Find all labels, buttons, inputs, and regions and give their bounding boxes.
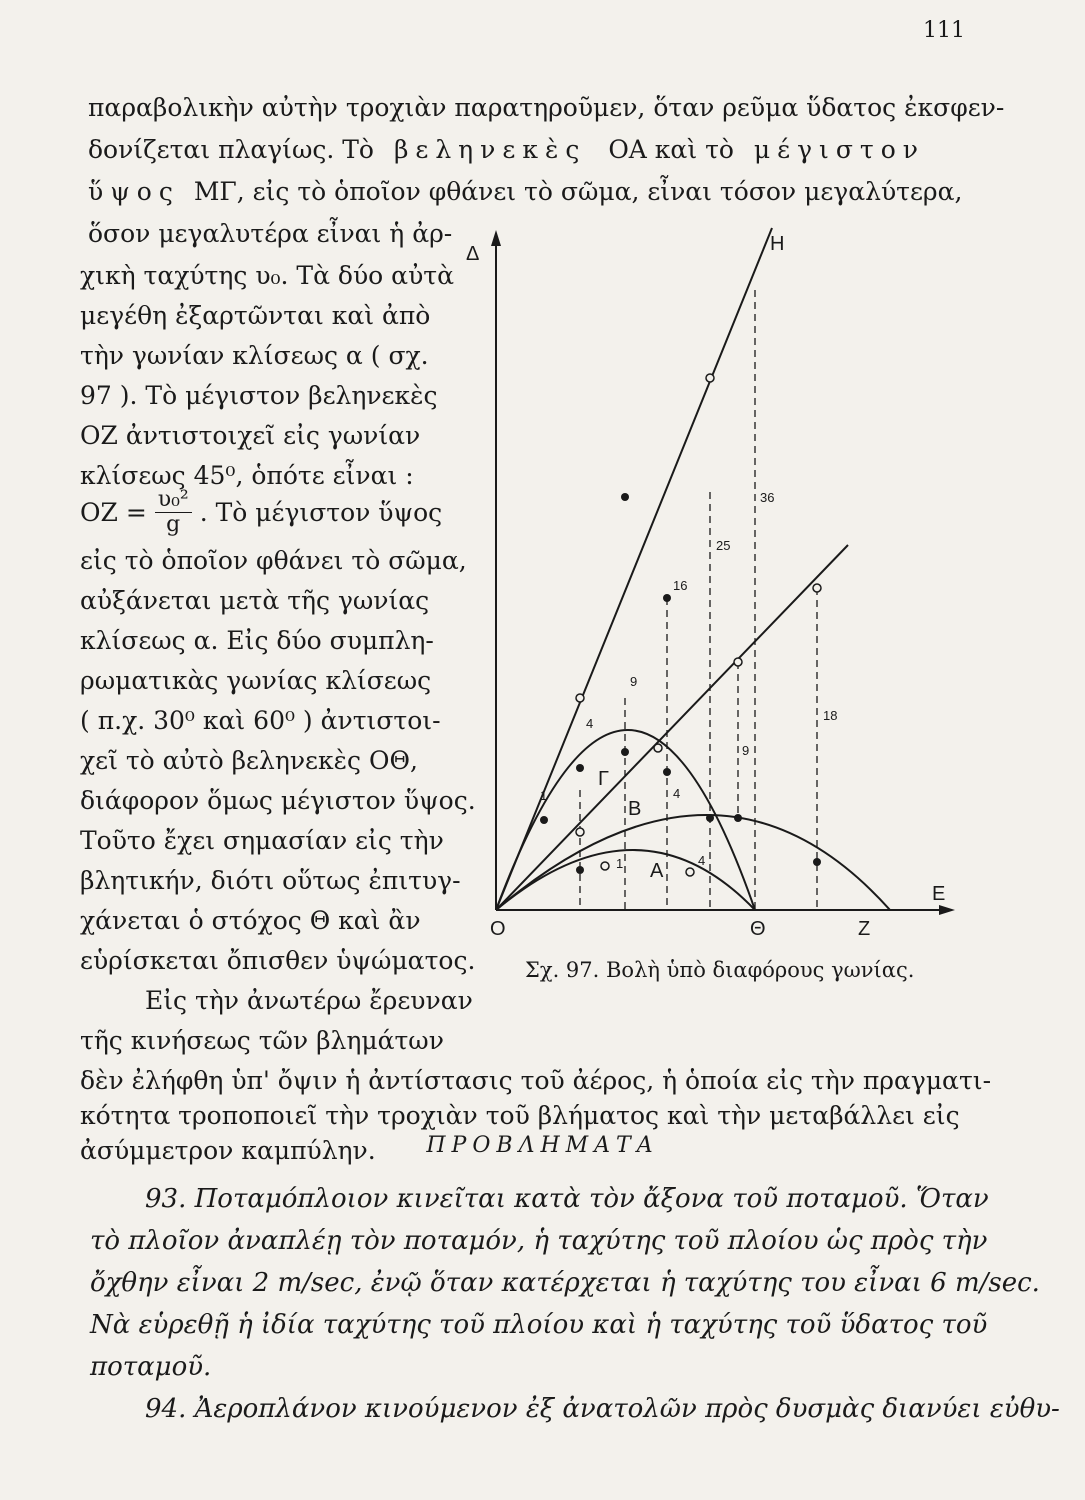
body-line: αὐξάνεται μετὰ τῆς γωνίας: [80, 586, 430, 615]
label-epsilon: Ε: [932, 883, 946, 905]
point: [663, 768, 671, 776]
number-4c: 4: [698, 853, 706, 868]
number-16: 16: [673, 578, 688, 593]
label-zeta: Z: [858, 918, 871, 940]
body-line: χάνεται ὁ στόχος Θ καὶ ἂν: [80, 906, 421, 935]
body-text: ΟΑ καὶ τὸ: [608, 135, 734, 164]
body-line: ΟΖ ἀντιστοιχεῖ εἰς γωνίαν: [80, 421, 421, 450]
body-line: ( π.χ. 30⁰ καὶ 60⁰ ) ἀντιστοι-: [80, 706, 441, 735]
trajectory-diagram: [440, 200, 960, 950]
number-9: 9: [630, 674, 638, 689]
point: [621, 493, 629, 501]
trajectory-beta: [496, 815, 890, 910]
open-point: [601, 862, 609, 870]
body-line: Τοῦτο ἔχει σημασίαν εἰς τὴν: [80, 826, 444, 855]
label-theta: Θ: [750, 918, 766, 940]
label-gamma: Γ: [598, 768, 610, 790]
trajectory-open-points: [576, 374, 821, 876]
formula-line: [80, 488, 442, 537]
open-point: [576, 694, 584, 702]
body-line: κλίσεως 45⁰, ὁπότε εἶναι :: [80, 461, 414, 490]
body-text: δονίζεται πλαγίως. Τὸ: [88, 135, 374, 164]
problem-line: 94. Ἀεροπλάνον κινούμενον ἐξ ἀνατολῶν πρὸς δυσμὰς διανύει εὐθυ-: [145, 1394, 1060, 1424]
body-line: τὴν γωνίαν κλίσεως α ( σχ.: [80, 341, 429, 370]
trajectories: [496, 730, 890, 910]
point: [813, 858, 821, 866]
body-text: ΜΓ, εἰς τὸ ὁποῖον φθάνει τὸ σῶμα, εἶναι τόσον μεγαλύτερα,: [193, 177, 963, 206]
number-1b: 1: [616, 856, 624, 871]
problem-line: 93. Ποταμόπλοιον κινεῖται κατὰ τὸν ἄξονα τοῦ ποταμοῦ. Ὅταν: [145, 1184, 989, 1214]
problem-line: ποταμοῦ.: [90, 1352, 212, 1382]
problem-line: τὸ πλοῖον ἀναπλέῃ τὸν ποταμόν, ἡ ταχύτης τοῦ πλοίου ὡς πρὸς τὴν: [90, 1226, 988, 1256]
number-18: 18: [823, 708, 838, 723]
label-origin: O: [490, 918, 506, 940]
label-beta: Β: [628, 798, 642, 820]
figure-numbers: [540, 490, 837, 871]
section-heading: ΠΡΟΒΛΗΜΑΤΑ: [426, 1133, 659, 1158]
body-line: [88, 137, 925, 162]
body-line: χεῖ τὸ αὐτὸ βεληνεκὲς ΟΘ,: [80, 746, 418, 775]
fraction-denominator: g: [166, 512, 181, 538]
axes: [496, 240, 945, 910]
label-alpha: Α: [650, 860, 664, 882]
point: [706, 814, 714, 822]
number-4: 4: [586, 716, 594, 731]
label-eta: Η: [770, 233, 785, 255]
x-axis-arrow: [939, 905, 955, 915]
number-9b: 9: [742, 743, 750, 758]
body-line: ὅσον μεγαλυτέρα εἶναι ἡ ἀρ-: [88, 219, 453, 248]
problem-line: Νὰ εὑρεθῇ ἡ ἰδία ταχύτης τοῦ πλοίου καὶ ἡ ταχύτης τοῦ ὕδατος τοῦ: [90, 1310, 988, 1340]
label-delta: Δ: [466, 243, 480, 265]
point: [663, 594, 671, 602]
point: [576, 764, 584, 772]
formula-rest: . Τὸ μέγιστον ὕψος: [199, 497, 443, 527]
body-line: μεγέθη ἐξαρτῶνται καὶ ἀπὸ: [80, 301, 431, 330]
open-point: [734, 658, 742, 666]
number-25: 25: [716, 538, 731, 553]
term-spaced: μέγιστον: [753, 135, 925, 164]
body-line: τῆς κινήσεως τῶν βλημάτων: [80, 1026, 444, 1055]
open-point: [654, 744, 662, 752]
body-line: εὑρίσκεται ὄπισθεν ὑψώματος.: [80, 946, 476, 975]
body-line: χικὴ ταχύτης υ₀. Τὰ δύο αὐτὰ: [80, 261, 454, 290]
body-line: δὲν ἐλήφθη ὑπ' ὄψιν ἡ ἀντίστασις τοῦ ἀέρος, ἡ ὁποία εἰς τὴν πραγματι-: [80, 1066, 992, 1095]
launch-lines: [496, 228, 848, 910]
number-4b: 4: [673, 786, 681, 801]
formula-lhs: ΟΖ =: [80, 497, 147, 527]
point: [540, 816, 548, 824]
term-spaced: ὕψος: [88, 177, 180, 206]
body-line: εἰς τὸ ὁποῖον φθάνει τὸ σῶμα,: [80, 546, 467, 575]
body-line: διάφορον ὅμως μέγιστον ὕψος.: [80, 786, 476, 815]
body-line: 97 ). Τὸ μέγιστον βεληνεκὲς: [80, 381, 438, 410]
open-point: [576, 828, 584, 836]
number-1: 1: [540, 788, 548, 803]
body-line: κλίσεως α. Εἰς δύο συμπλη-: [80, 626, 434, 655]
formula-fraction: [155, 488, 192, 537]
body-line: κότητα τροποποιεῖ τὴν τροχιὰν τοῦ βλήματος καὶ τὴν μεταβάλλει εἰς: [80, 1101, 960, 1130]
number-36: 36: [760, 490, 775, 505]
point: [621, 748, 629, 756]
body-line: παραβολικὴν αὐτὴν τροχιὰν παρατηροῦμεν, ὅταν ρεῦμα ὕδατος ἐκσφεν-: [88, 93, 1005, 122]
open-point: [813, 584, 821, 592]
point: [734, 814, 742, 822]
body-line: ἀσύμμετρον καμπύλην.: [80, 1136, 376, 1165]
figure-labels: [466, 233, 945, 940]
body-line: ρωματικὰς γωνίας κλίσεως: [80, 666, 432, 695]
term-spaced: βεληνεκὲς: [393, 135, 587, 164]
y-axis-arrow: [491, 230, 501, 246]
body-line: βλητικήν, διότι οὕτως ἐπιτυγ-: [80, 866, 461, 895]
body-line: Εἰς τὴν ἀνωτέρω ἔρευναν: [145, 986, 473, 1015]
fraction-numerator: υ₀²: [155, 488, 192, 513]
projection-lines: [580, 290, 817, 910]
problem-line: ὄχθην εἶναι 2 m/sec, ἐνῷ ὅταν κατέρχεται ἡ ταχύτης του εἶναι 6 m/sec.: [90, 1268, 1040, 1298]
open-point: [706, 374, 714, 382]
point: [576, 866, 584, 874]
open-point: [686, 868, 694, 876]
page-number: 111: [923, 18, 965, 43]
figure-caption: Σχ. 97. Βολὴ ὑπὸ διαφόρους γωνίας.: [525, 958, 915, 982]
